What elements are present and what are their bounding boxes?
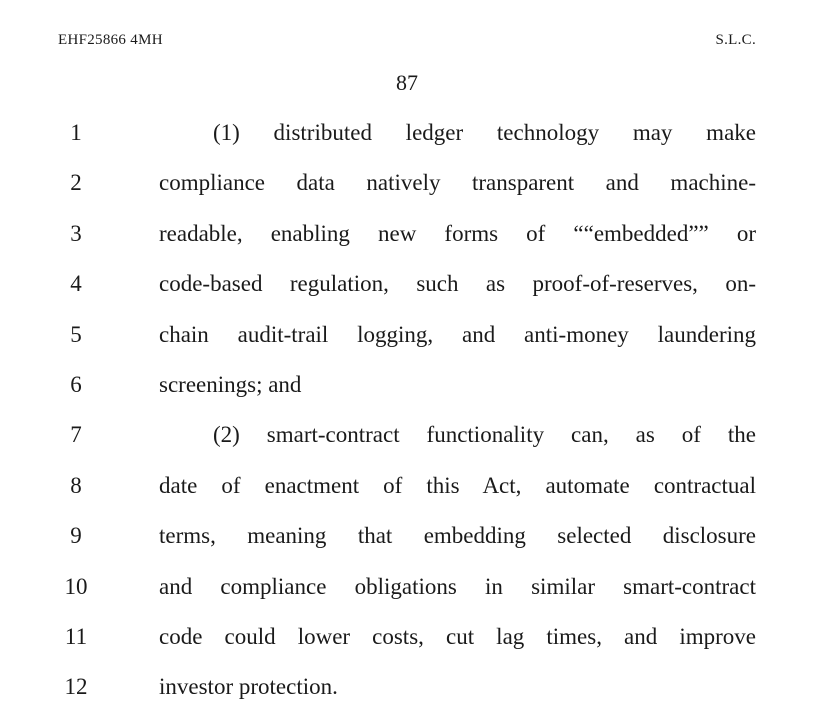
office-code: S.L.C. — [715, 32, 756, 48]
line-text: (2) smart-contract functionality can, as of the — [213, 422, 756, 448]
line-text: compliance data natively transparent and machine- — [159, 170, 756, 196]
text-line — [0, 113, 814, 163]
text-line — [0, 214, 814, 264]
line-number: 7 — [70, 422, 82, 448]
line-text: date of enactment of this Act, automate contractual — [159, 472, 756, 498]
line-text: code-based regulation, such as proof-of-reserves, on- — [159, 271, 756, 297]
text-line — [0, 365, 814, 415]
line-text: (1) distributed ledger technology may make — [213, 120, 756, 145]
text-line — [0, 415, 814, 465]
line-text: investor protection. — [159, 674, 338, 700]
text-line — [0, 466, 814, 516]
document-id: EHF25866 4MH — [58, 32, 163, 48]
line-text: chain audit-trail logging, and anti-money laundering — [159, 321, 756, 347]
text-line — [0, 516, 814, 566]
line-number: 5 — [70, 321, 82, 347]
line-number: 6 — [70, 371, 82, 397]
line-text: terms, meaning that embedding selected disclosure — [159, 523, 756, 549]
line-number: 3 — [70, 220, 82, 246]
line-number: 11 — [64, 623, 88, 649]
line-text: readable, enabling new forms of ““embedded”” or — [159, 220, 756, 246]
line-text: code could lower costs, cut lag times, and improve — [159, 623, 756, 649]
line-number: 4 — [70, 271, 82, 297]
line-text: screenings; and — [159, 371, 302, 397]
line-text: and compliance obligations in similar smart-contract — [159, 573, 756, 599]
line-number: 12 — [64, 674, 88, 700]
text-line — [0, 315, 814, 365]
numbered-text-body — [0, 113, 814, 718]
line-number: 2 — [70, 170, 82, 196]
page-number: 87 — [396, 70, 418, 95]
text-line — [0, 667, 814, 717]
line-number: 10 — [64, 573, 88, 599]
line-number: 9 — [70, 523, 82, 549]
line-number: 1 — [70, 120, 82, 145]
text-line — [0, 617, 814, 667]
text-line — [0, 163, 814, 213]
text-line — [0, 567, 814, 617]
text-line — [0, 264, 814, 314]
line-number: 8 — [70, 472, 82, 498]
